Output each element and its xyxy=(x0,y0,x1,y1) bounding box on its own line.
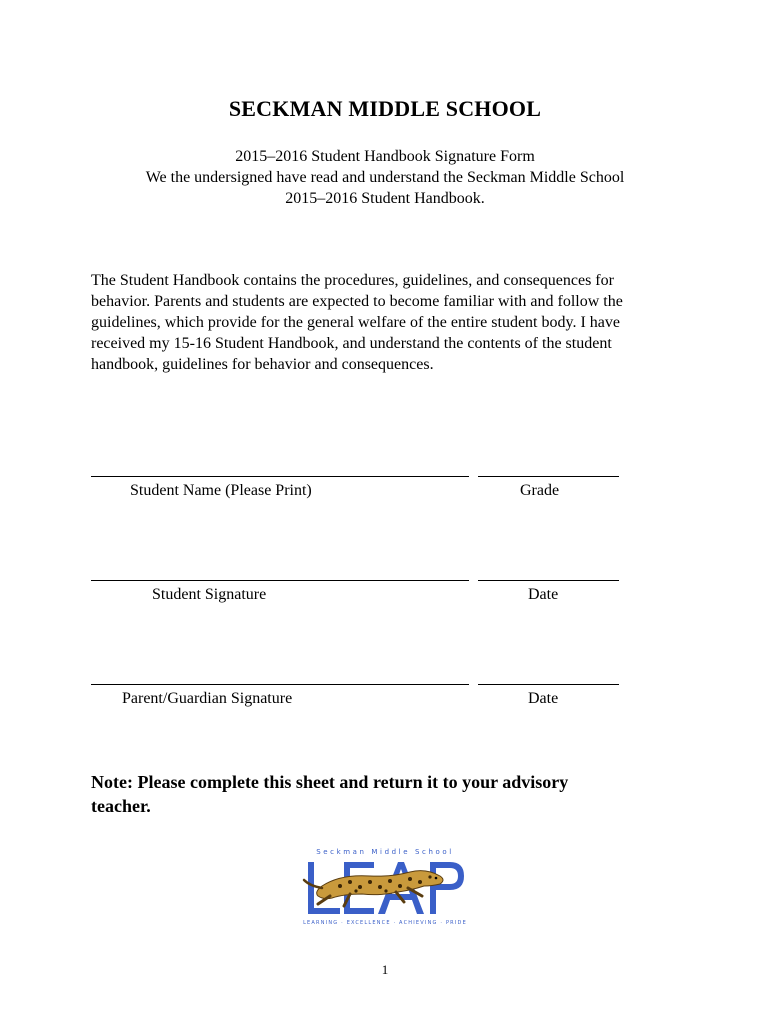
parent-signature-label: Parent/Guardian Signature xyxy=(122,690,293,707)
subtitle-line: We the undersigned have read and understand the Seckman Middle School xyxy=(145,169,625,186)
handbook-paragraph xyxy=(91,270,691,375)
note-line: Note: Please complete this sheet and return it to your advisory xyxy=(91,772,569,792)
parent-signature-row xyxy=(0,670,770,710)
student-signature-label: Student Signature xyxy=(152,586,267,603)
student-signature-line[interactable] xyxy=(91,566,469,581)
student-signature-row xyxy=(0,566,770,606)
grade-label: Grade xyxy=(520,482,560,499)
student-date-label: Date xyxy=(528,586,559,603)
leap-logo xyxy=(300,846,470,926)
jaguar-icon xyxy=(304,871,443,906)
paragraph-line: received my 15-16 Student Handbook, and understand the contents of the student xyxy=(91,335,612,352)
paragraph-line: behavior. Parents and students are expected to become familiar with and follow the xyxy=(91,293,623,310)
leap-logo-graphic xyxy=(300,846,470,926)
student-name-line[interactable] xyxy=(91,462,469,477)
note-line: teacher. xyxy=(91,796,151,816)
student-name-row xyxy=(0,462,770,502)
page-number: 1 xyxy=(381,962,389,977)
paragraph-line: The Student Handbook contains the procedures, guidelines, and consequences for xyxy=(91,272,614,289)
svg-text:LEARNING · EXCELLENCE · ACHIEV: LEARNING · EXCELLENCE · ACHIEVING · PRIDE xyxy=(303,920,467,926)
parent-date-line[interactable] xyxy=(478,670,619,685)
parent-signature-line[interactable] xyxy=(91,670,469,685)
svg-text:Seckman Middle School: Seckman Middle School xyxy=(316,848,454,856)
parent-date-label: Date xyxy=(528,690,559,707)
student-name-label: Student Name (Please Print) xyxy=(130,482,312,499)
form-subtitle xyxy=(0,146,770,209)
subtitle-line: 2015–2016 Student Handbook. xyxy=(285,190,485,207)
student-date-line[interactable] xyxy=(478,566,619,581)
document-title: SECKMAN MIDDLE SCHOOL xyxy=(228,96,542,121)
paragraph-line: guidelines, which provide for the general welfare of the entire student body. I have xyxy=(91,314,620,331)
return-note xyxy=(91,770,691,818)
paragraph-line: handbook, guidelines for behavior and consequences. xyxy=(91,356,434,373)
subtitle-line: 2015–2016 Student Handbook Signature Form xyxy=(235,148,535,165)
grade-line[interactable] xyxy=(478,462,619,477)
